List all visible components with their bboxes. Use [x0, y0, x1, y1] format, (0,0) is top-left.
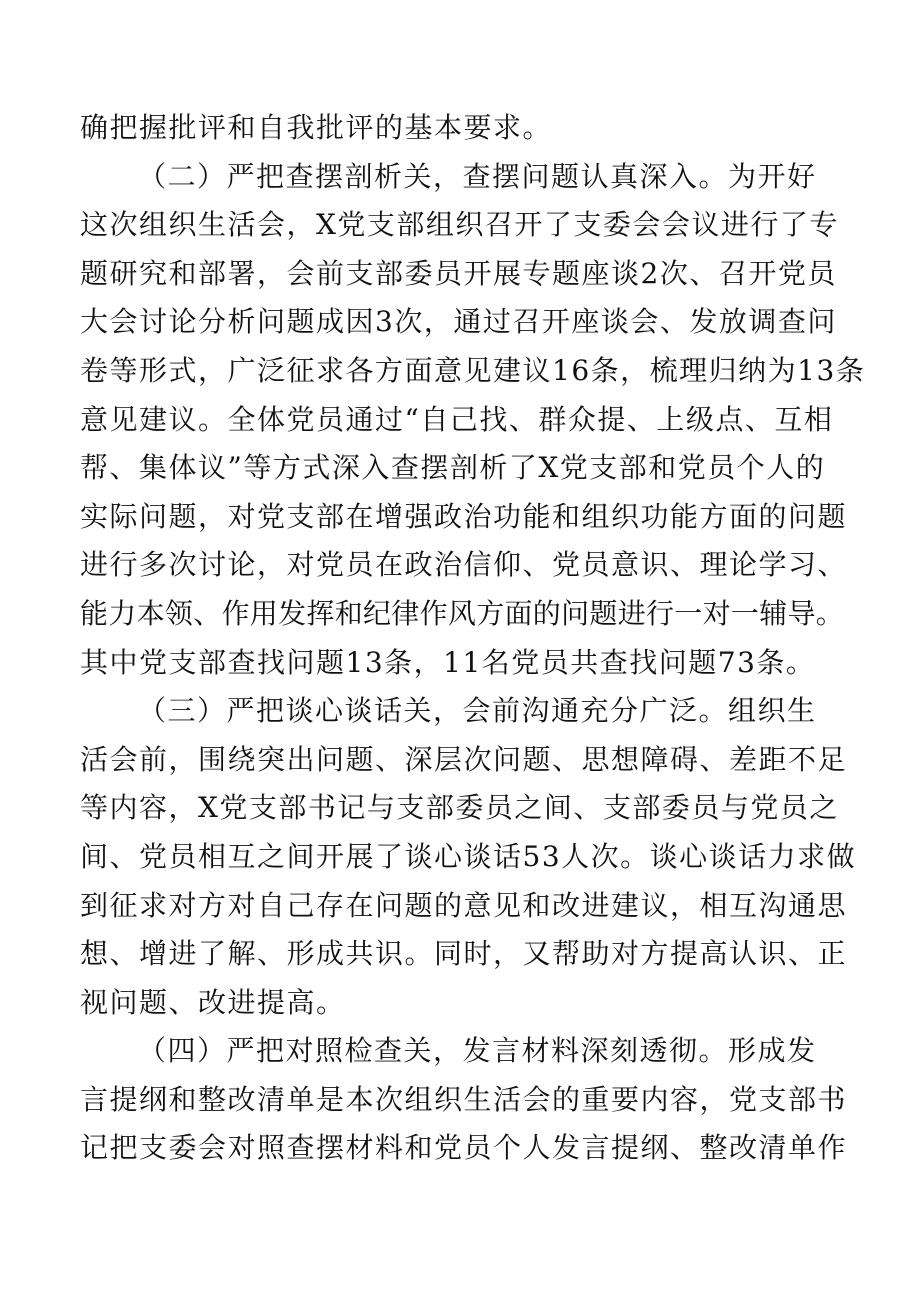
paragraph-line: 卷等形式，广泛征求各方面意见建议16条，梳理归纳为13条: [80, 353, 866, 387]
paragraph-line: 这次组织生活会，X党支部组织召开了支委会会议进行了专: [80, 208, 839, 242]
paragraph-line: 到征求对方对自己存在问题的意见和改进建议，相互沟通思: [80, 888, 848, 922]
paragraph-line: 实际问题，对党支部在增强政治功能和组织功能方面的问题: [80, 499, 848, 533]
paragraph-line: 题研究和部署，会前支部委员开展专题座谈2次、召开党员: [80, 256, 837, 290]
paragraph-line: 想、增进了解、形成共识。同时，又帮助对方提高认识、正: [80, 937, 848, 971]
section-heading-line: （二）严把查摆剖析关，查摆问题认真深入。为开好: [138, 159, 817, 193]
section-heading-line: （四）严把对照检查关，发言材料深刻透彻。形成发: [138, 1034, 817, 1068]
paragraph-line: 意见建议。全体党员通过“自己找、群众提、上级点、互相: [80, 402, 834, 436]
paragraph-line: 记把支委会对照查摆材料和党员个人发言提纲、整改清单作: [80, 1131, 848, 1165]
paragraph-line: 能力本领、作用发挥和纪律作风方面的问题进行一对一辅导。: [80, 596, 845, 630]
paragraph-line: 间、党员相互之间开展了谈心谈话53人次。谈心谈话力求做: [80, 839, 857, 873]
paragraph-line: 等内容，X党支部书记与支部委员之间、支部委员与党员之: [80, 791, 839, 825]
paragraph-line: 其中党支部查找问题13条，11名党员共查找问题73条。: [80, 645, 816, 679]
paragraph-line: 进行多次讨论，对党员在政治信仰、党员意识、理论学习、: [80, 548, 848, 582]
paragraph-line: 视问题、改进提高。: [80, 985, 346, 1019]
paragraph-line: 活会前，围绕突出问题、深层次问题、思想障碍、差距不足: [80, 742, 848, 776]
paragraph-line: 大会讨论分析问题成因3次，通过召开座谈会、发放调查问: [80, 305, 837, 339]
section-heading-line: （三）严把谈心谈话关，会前沟通充分广泛。组织生: [138, 694, 817, 728]
paragraph-line: 确把握批评和自我批评的基本要求。: [80, 111, 553, 144]
paragraph-line: 言提纲和整改清单是本次组织生活会的重要内容，党支部书: [80, 1082, 848, 1116]
document-body: [80, 104, 866, 1173]
paragraph-line: 帮、集体议”等方式深入查摆剖析了X党支部和党员个人的: [80, 451, 826, 485]
